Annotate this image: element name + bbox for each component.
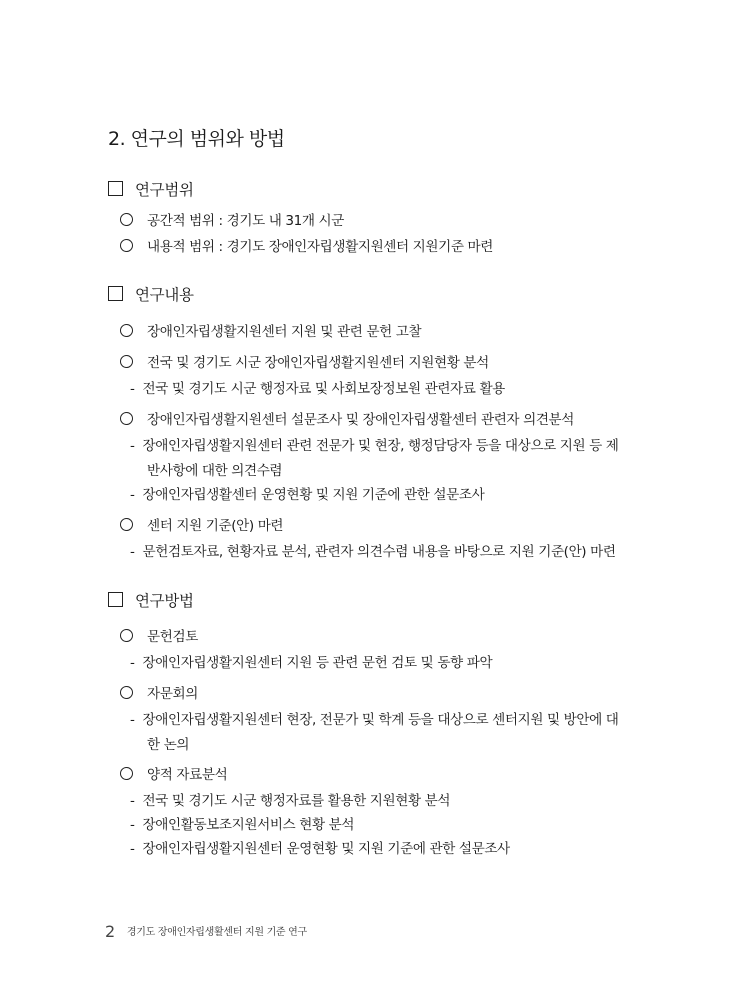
section-heading: 2. 연구의 범위와 방법: [108, 128, 285, 150]
list-item: 장애인자립생활지원센터 설문조사 및 장애인자립생활센터 관련자 의견분석: [120, 408, 574, 428]
dash-bullet: -: [130, 841, 135, 857]
circle-bullet-icon: [120, 629, 133, 642]
sub-item: - 장애인자립생활센터 운영현황 및 지원 기준에 관한 설문조사: [130, 487, 485, 503]
section-title-method: 연구방법: [108, 589, 194, 611]
dash-bullet: -: [130, 438, 135, 454]
sub-item: - 전국 및 경기도 시군 행정자료를 활용한 지원현황 분석: [130, 793, 451, 809]
dash-bullet: -: [130, 544, 135, 560]
circle-bullet-icon: [120, 767, 133, 780]
sub-item: - 전국 및 경기도 시군 행정자료 및 사회보장정보원 관련자료 활용: [130, 381, 505, 397]
dash-bullet: -: [130, 793, 135, 809]
list-item: 센터 지원 기준(안) 마련: [120, 514, 283, 534]
dash-bullet: -: [130, 712, 135, 728]
footer-title: 경기도 장애인자립생활센터 지원 기준 연구: [126, 927, 307, 938]
square-bullet-icon: [108, 592, 123, 607]
list-item: 공간적 범위 : 경기도 내 31개 시군: [120, 209, 344, 229]
circle-bullet-icon: [120, 355, 133, 368]
square-bullet-icon: [108, 286, 123, 301]
circle-bullet-icon: [120, 213, 133, 226]
dash-bullet: -: [130, 381, 135, 397]
sub-item: - 장애인자립생활지원센터 현장, 전문가 및 학계 등을 대상으로 센터지원 및 방안에 대: [130, 712, 619, 728]
dash-bullet: -: [130, 487, 135, 503]
sub-item: - 장애인활동보조지원서비스 현황 분석: [130, 817, 355, 833]
list-item: 내용적 범위 : 경기도 장애인자립생활지원센터 지원기준 마련: [120, 235, 493, 255]
list-item: 자문회의: [120, 682, 198, 702]
circle-bullet-icon: [120, 412, 133, 425]
list-item: 양적 자료분석: [120, 763, 227, 783]
sub-item: - 장애인자립생활지원센터 운영현황 및 지원 기준에 관한 설문조사: [130, 841, 510, 857]
sub-item: - 장애인자립생활지원센터 지원 등 관련 문헌 검토 및 동향 파악: [130, 655, 493, 671]
circle-bullet-icon: [120, 324, 133, 337]
list-item: 장애인자립생활지원센터 지원 및 관련 문헌 고찰: [120, 320, 421, 340]
square-bullet-icon: [108, 181, 123, 196]
circle-bullet-icon: [120, 686, 133, 699]
sub-item: - 문헌검토자료, 현황자료 분석, 관련자 의견수렴 내용을 바탕으로 지원 기준(안) 마련: [130, 544, 616, 560]
list-item: 전국 및 경기도 시군 장애인자립생활지원센터 지원현황 분석: [120, 351, 489, 371]
section-title-scope: 연구범위: [108, 178, 194, 200]
list-item: 문헌검토: [120, 625, 198, 645]
sub-item-continuation: 한 논의: [147, 737, 190, 753]
circle-bullet-icon: [120, 518, 133, 531]
sub-item: - 장애인자립생활지원센터 관련 전문가 및 현장, 행정담당자 등을 대상으로 지원 등 제: [130, 438, 619, 454]
circle-bullet-icon: [120, 239, 133, 252]
dash-bullet: -: [130, 817, 135, 833]
sub-item-continuation: 반사항에 대한 의견수렴: [147, 463, 283, 479]
dash-bullet: -: [130, 655, 135, 671]
page-footer: [105, 922, 307, 941]
section-title-content: 연구내용: [108, 283, 194, 305]
page-number: 2: [105, 922, 115, 941]
